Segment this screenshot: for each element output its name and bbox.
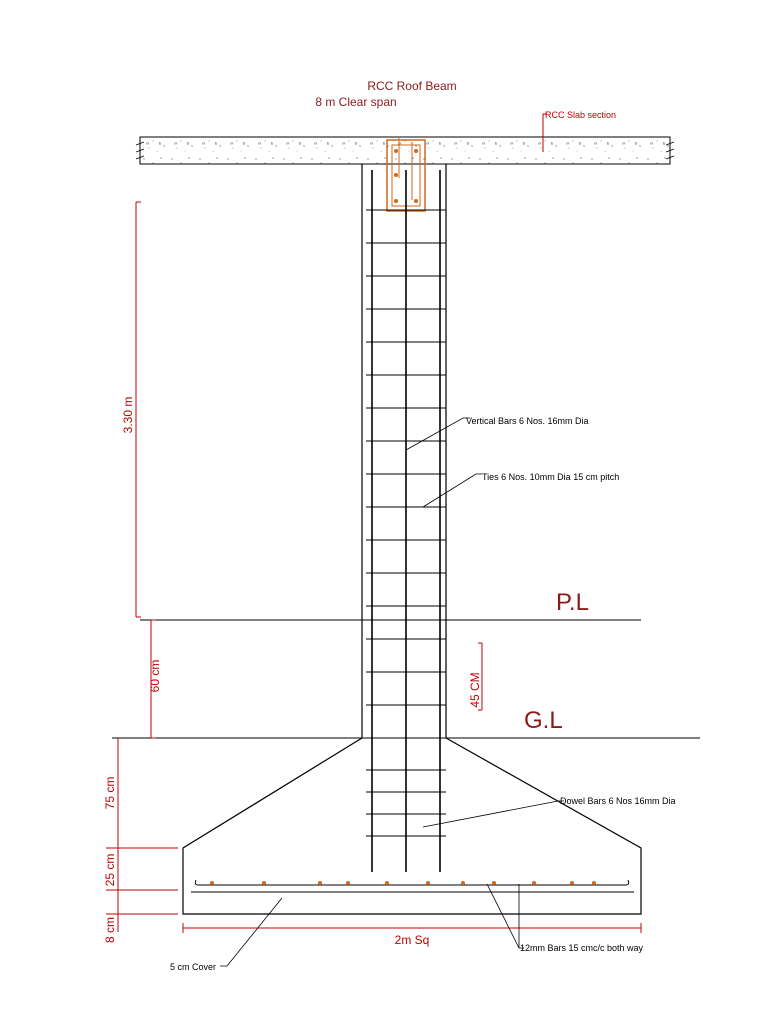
leader-vertical-bars bbox=[406, 418, 470, 450]
dim-column-height bbox=[136, 202, 141, 617]
dim-footing-base-label: 8 cm bbox=[103, 916, 117, 944]
dim-footing-width-label: 2m Sq bbox=[394, 933, 430, 947]
leader-ties bbox=[423, 474, 482, 507]
dim-footing-vertical bbox=[106, 738, 178, 932]
pl-label: P.L bbox=[556, 589, 589, 616]
label-vertical-bars: Vertical Bars 6 Nos. 16mm Dia bbox=[466, 416, 589, 426]
mesh-bar-dot bbox=[570, 881, 574, 885]
mesh-bar-dot bbox=[262, 881, 266, 885]
leader-cover bbox=[220, 898, 282, 966]
label-cover: 5 cm Cover bbox=[170, 962, 217, 972]
dim-plinth-height-label: 60 cm bbox=[148, 659, 162, 693]
slab-label: RCC Slab section bbox=[545, 110, 617, 120]
mesh-bar-dot bbox=[385, 881, 389, 885]
subtitle: 8 m Clear span bbox=[315, 95, 397, 109]
dim-footing-width bbox=[183, 923, 641, 933]
mesh-bar-dots bbox=[210, 881, 596, 885]
column bbox=[362, 164, 446, 872]
mesh-bar-dot bbox=[492, 881, 496, 885]
label-mesh-bars: 12mm Bars 15 cmc/c both way bbox=[520, 943, 644, 953]
label-ties: Ties 6 Nos. 10mm Dia 15 cm pitch bbox=[482, 472, 620, 482]
mesh-bar-dot bbox=[532, 881, 536, 885]
mesh-bar-dot bbox=[210, 881, 214, 885]
mesh-bar-dot bbox=[426, 881, 430, 885]
mesh-bar-dot bbox=[592, 881, 596, 885]
gl-label: G.L bbox=[524, 707, 563, 734]
dim-footing-slope-label: 75 cm bbox=[103, 776, 117, 810]
mesh-bar-dot bbox=[346, 881, 350, 885]
mesh-bar-dot bbox=[461, 881, 465, 885]
footing bbox=[183, 738, 641, 914]
leader-mesh-bars bbox=[487, 884, 524, 948]
title: RCC Roof Beam bbox=[367, 79, 457, 93]
mesh-bar-dot bbox=[318, 881, 322, 885]
rcc-slab bbox=[136, 137, 674, 164]
label-dowel-bars: Dowel Bars 6 Nos 16mm Dia bbox=[560, 796, 676, 806]
dim-plinth-depth-label: 45 CM bbox=[468, 672, 482, 708]
dim-footing-edge-label: 25 cm bbox=[103, 853, 117, 887]
dim-column-height-label: 3.30 m bbox=[121, 396, 135, 434]
